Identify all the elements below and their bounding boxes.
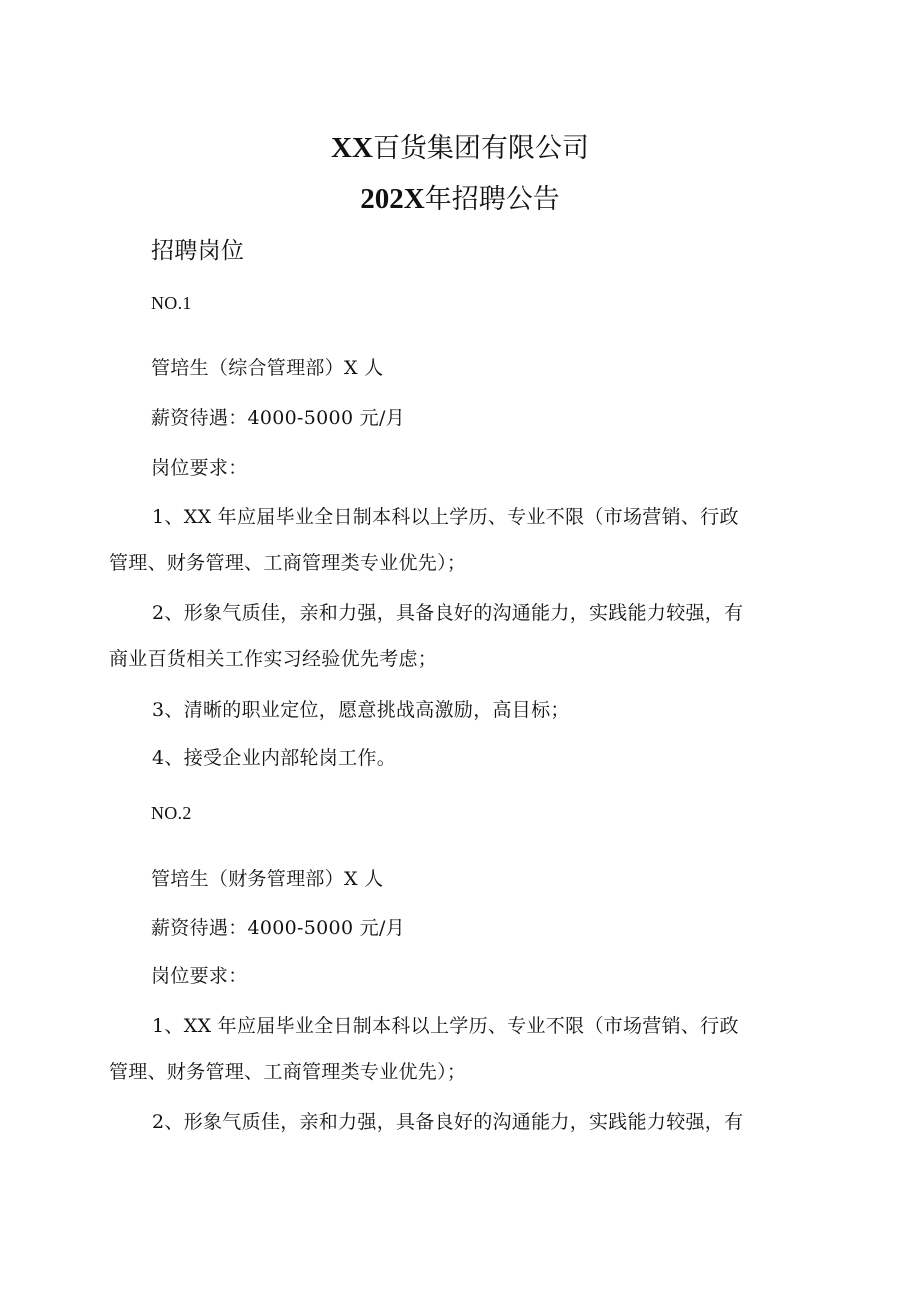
position-1-requirement-1 [109, 504, 809, 576]
position-2-requirement-2 [109, 1109, 809, 1135]
requirement-line-continued: 管理、财务管理、工商管理类专业优先）； [109, 552, 467, 574]
title-year: 202X [360, 183, 425, 215]
requirement-line: 1、XX 年应届毕业全日制本科以上学历、专业不限（市场营销、行政 [152, 506, 739, 528]
requirement-line: 3、清晰的职业定位，愿意挑战高激励，高目标； [152, 699, 570, 721]
requirement-line: 2、形象气质佳，亲和力强，具备良好的沟通能力，实践能力较强，有 [152, 1111, 744, 1133]
requirement-line-continued: 商业百货相关工作实习经验优先考虑； [109, 648, 438, 670]
requirement-line: 2、形象气质佳，亲和力强，具备良好的沟通能力，实践能力较强，有 [152, 602, 744, 624]
requirement-line: 4、接受企业内部轮岗工作。 [152, 747, 396, 769]
requirement-line: 1、XX 年应届毕业全日制本科以上学历、专业不限（市场营销、行政 [152, 1015, 739, 1037]
position-2-number: NO.2 [151, 803, 192, 823]
position-1-requirement-2 [109, 600, 809, 672]
title-company-prefix: XX [331, 132, 373, 164]
position-1-name: 管培生（综合管理部）X 人 [151, 357, 384, 379]
position-2-name: 管培生（财务管理部）X 人 [151, 868, 384, 890]
position-1-salary: 薪资待遇：4000-5000 元/月 [151, 407, 405, 429]
position-2-salary: 薪资待遇：4000-5000 元/月 [151, 917, 405, 939]
position-1-number: NO.1 [151, 293, 192, 313]
document-title-line2 [0, 182, 920, 217]
position-1-requirement-4 [109, 745, 809, 771]
position-2-requirement-1 [109, 1013, 809, 1085]
section-heading: 招聘岗位 [151, 238, 245, 264]
position-1-requirement-3 [109, 697, 809, 723]
document-title-line1 [0, 131, 920, 166]
title-announcement: 年招聘公告 [424, 184, 560, 215]
requirement-line-continued: 管理、财务管理、工商管理类专业优先）； [109, 1061, 467, 1083]
position-1-requirements-label: 岗位要求： [151, 457, 248, 479]
title-company-name: 百货集团有限公司 [372, 133, 589, 164]
position-2-requirements-label: 岗位要求： [151, 965, 248, 987]
